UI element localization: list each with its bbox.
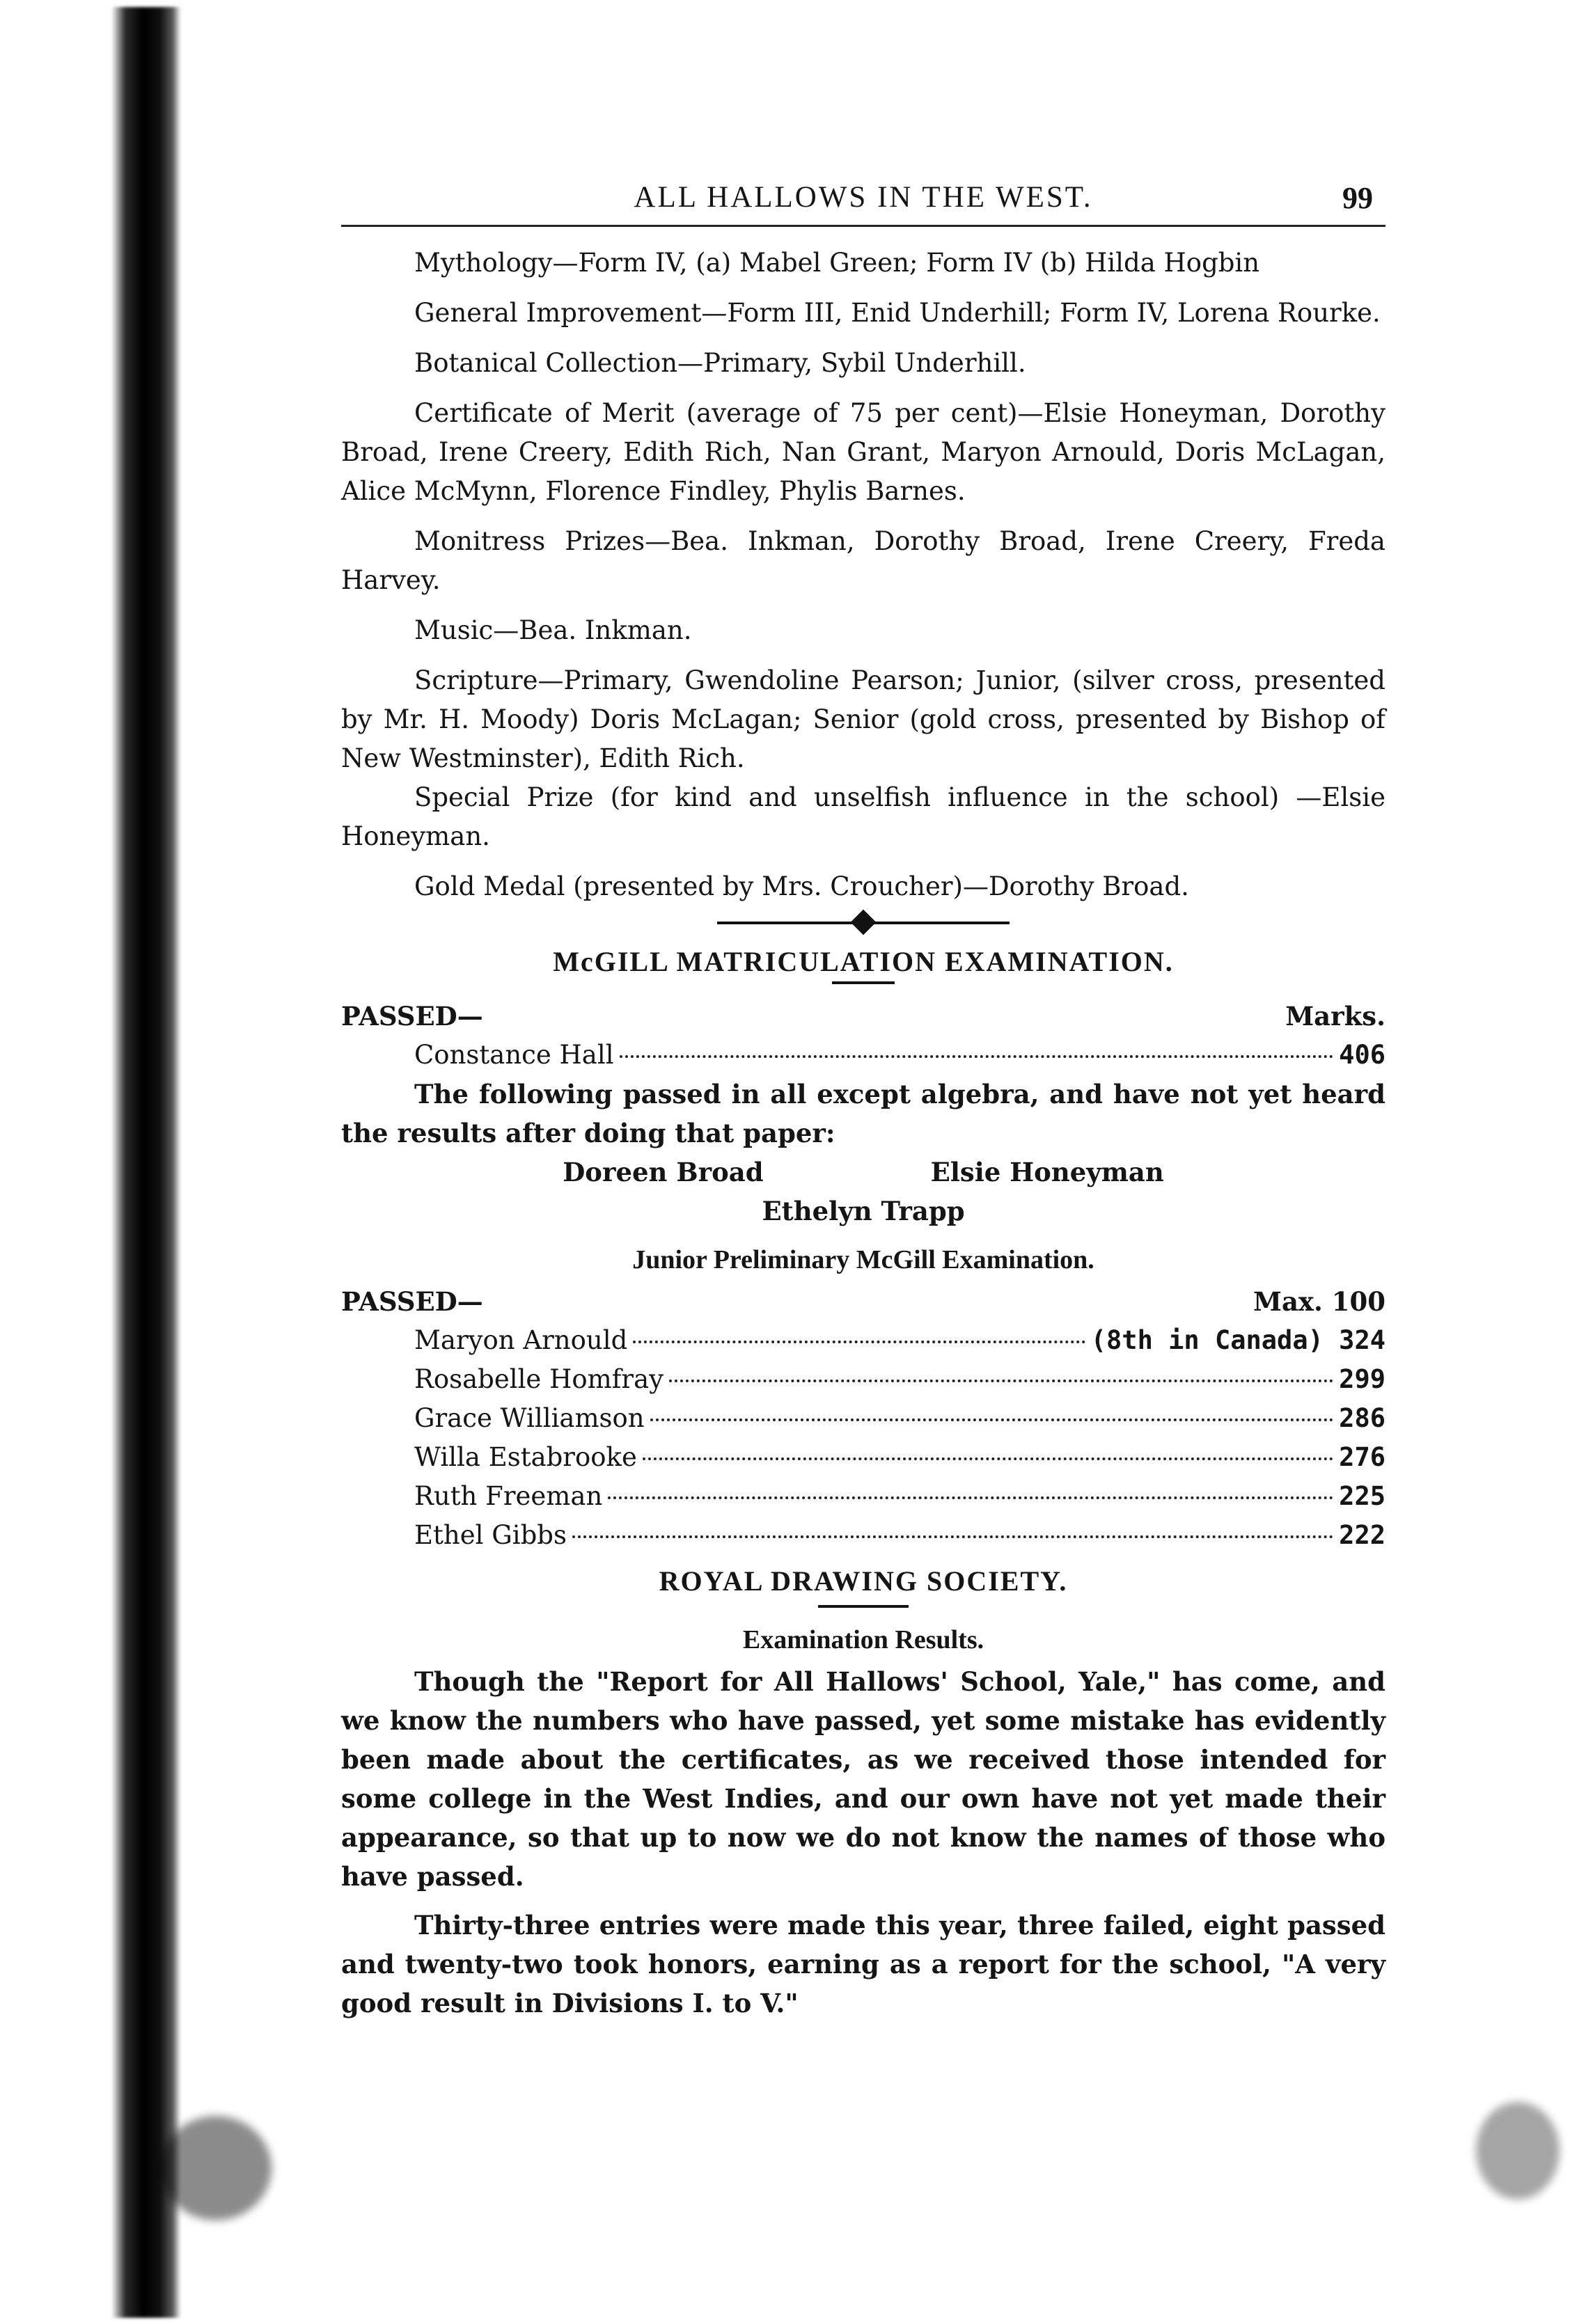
passed-label: PASSED—	[341, 1001, 483, 1031]
prize-scripture: Scripture—Primary, Gwendoline Pearson; Junior, (silver cross, presented by Mr. H. Moody) Doris McLagan; Senior (gold cross, presented by Bishop of New Westminster), Edith Rich.	[341, 665, 1385, 773]
leader-dots	[572, 1535, 1333, 1538]
leader-dots	[620, 1055, 1334, 1058]
running-header	[341, 177, 1385, 227]
marks-label: Marks.	[1285, 1001, 1385, 1031]
student-name: Elsie Honeyman	[930, 1157, 1164, 1187]
leader-dots	[633, 1341, 1085, 1343]
result-entry	[341, 1321, 1385, 1360]
royal-paragraph-2: Thirty-three entries were made this year, three failed, eight passed and twenty-two took honors, earning as a report for the school, "A very good result in Divisions I. to V."	[341, 1910, 1385, 2018]
max-label: Max. 100	[1253, 1286, 1385, 1317]
student-mark: 286	[1339, 1403, 1385, 1433]
heading-rule	[818, 1605, 909, 1613]
student-name: Maryon Arnould	[414, 1325, 628, 1355]
student-name: Willa Estabrooke	[414, 1442, 637, 1472]
student-mark: 225	[1339, 1481, 1385, 1511]
student-name: Ethel Gibbs	[414, 1520, 567, 1550]
names-pair	[341, 1153, 1385, 1192]
junior-passed-row	[341, 1282, 1385, 1321]
result-entry	[341, 1516, 1385, 1555]
book-binding-shadow	[111, 7, 181, 2318]
page-title: ALL HALLOWS IN THE WEST.	[634, 181, 1093, 214]
diamond-divider	[341, 909, 1385, 937]
prize-mythology: Mythology—Form IV, (a) Mabel Green; Form IV (b) Hilda Hogbin	[414, 248, 1260, 278]
student-name: Grace Williamson	[414, 1403, 645, 1433]
leader-dots	[669, 1380, 1333, 1382]
passed-label: PASSED—	[341, 1286, 483, 1317]
heading-rule	[832, 981, 895, 990]
student-name-centered: Ethelyn Trapp	[762, 1196, 965, 1226]
page-number: 99	[1342, 181, 1373, 215]
leader-dots	[608, 1496, 1333, 1499]
leader-dots	[643, 1457, 1333, 1460]
result-entry	[341, 1399, 1385, 1438]
prize-certificate-of-merit: Certificate of Merit (average of 75 per cent)—Elsie Honeyman, Dorothy Broad, Irene Creery, Edith Rich, Nan Grant, Maryon Arnould, Doris McLagan, Alice McMynn, Florence Findley, Phylis Barnes.	[341, 398, 1385, 506]
student-mark: 299	[1339, 1364, 1385, 1394]
student-mark: 276	[1339, 1442, 1385, 1472]
royal-paragraph-1: Though the "Report for All Hallows' School, Yale," has come, and we know the numbers who have passed, yet some mistake has evidently been made about the certificates, as we received those intended for some college in the West Indies, and our own have not yet made their appearance, so that up to now we do not know the names of those who have passed.	[341, 1666, 1385, 1892]
junior-heading: Junior Preliminary McGill Examination.	[632, 1245, 1094, 1274]
prize-monitress: Monitress Prizes—Bea. Inkman, Dorothy Broad, Irene Creery, Freda Harvey.	[341, 526, 1385, 595]
prize-special: Special Prize (for kind and unselfish influence in the school) —Elsie Honeyman.	[341, 782, 1385, 851]
mcgill-note: The following passed in all except algebra, and have not yet heard the results after doing that paper:	[341, 1079, 1385, 1148]
mcgill-heading: McGILL MATRICULATION EXAMINATION.	[553, 946, 1174, 977]
student-name: Constance Hall	[414, 1040, 614, 1070]
leader-dots	[650, 1418, 1334, 1421]
student-name: Doreen Broad	[563, 1157, 764, 1187]
student-mark: 406	[1339, 1040, 1385, 1070]
student-name: Ruth Freeman	[414, 1481, 603, 1511]
royal-heading: ROYAL DRAWING SOCIETY.	[659, 1565, 1068, 1597]
prize-general-improvement: General Improvement—Form III, Enid Underhill; Form IV, Lorena Rourke.	[414, 298, 1381, 328]
result-entry	[341, 1438, 1385, 1477]
student-mark: 222	[1339, 1520, 1385, 1550]
royal-subheading: Examination Results.	[742, 1625, 984, 1654]
prize-gold-medal: Gold Medal (presented by Mrs. Croucher)—Dorothy Broad.	[414, 871, 1189, 901]
diamond-ornament-icon	[851, 910, 877, 935]
page-body	[341, 244, 1385, 2023]
result-entry	[341, 1036, 1385, 1075]
ink-smudge	[160, 2116, 272, 2220]
result-entry	[341, 1477, 1385, 1516]
prize-botanical: Botanical Collection—Primary, Sybil Underhill.	[414, 348, 1026, 378]
mcgill-passed-row	[341, 997, 1385, 1036]
prize-music: Music—Bea. Inkman.	[414, 615, 692, 645]
student-name: Rosabelle Homfray	[414, 1364, 664, 1394]
ink-smudge	[1476, 2102, 1560, 2199]
result-entry	[341, 1360, 1385, 1399]
student-mark: (8th in Canada) 324	[1090, 1325, 1385, 1355]
